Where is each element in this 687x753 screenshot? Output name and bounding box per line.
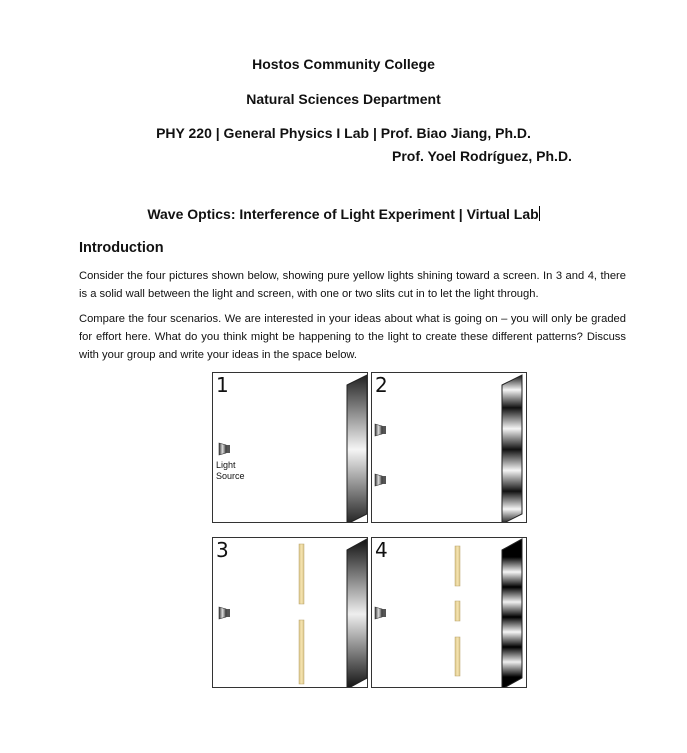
- panel-number: 2: [375, 373, 388, 397]
- second-professor: Prof. Yoel Rodríguez, Ph.D.: [392, 148, 572, 164]
- intro-paragraph-2: Compare the four scenarios. We are interested in your ideas about what is going on – you will only be graded for effort here. What do you think might be happening to the light to create these different patterns? Discuss with your group and write your ideas in the space below.: [79, 313, 626, 361]
- wall-middle: [455, 601, 460, 621]
- light-source-label: Light Source: [216, 460, 245, 481]
- panel-3-drawing: [213, 538, 368, 688]
- panel-number: 4: [375, 538, 388, 562]
- panel-number: 3: [216, 538, 229, 562]
- panel-4-drawing: [372, 538, 527, 688]
- college-name: Hostos Community College: [252, 56, 435, 72]
- wall-upper: [299, 544, 304, 604]
- department-name: Natural Sciences Department: [246, 91, 441, 107]
- wall-bottom: [455, 637, 460, 676]
- wall-top: [455, 546, 460, 586]
- text-cursor: [539, 206, 540, 221]
- introduction-heading: Introduction: [79, 240, 164, 256]
- intro-paragraph-1: Consider the four pictures shown below, showing pure yellow lights shining toward a screen. In 3 and 4, there is a solid wall between the light and screen, with one or two slits cut in to let the light through.: [79, 270, 626, 300]
- screen-single-source: [347, 375, 367, 523]
- figure-panel-1: [212, 372, 368, 523]
- screen-double-slit: [502, 539, 522, 688]
- screen-interference-pattern: [502, 375, 522, 523]
- light-source-icon: [219, 443, 230, 455]
- figure-panel-2: [371, 372, 527, 523]
- light-source-icon: [375, 474, 386, 486]
- light-source-icon: [219, 607, 230, 619]
- light-source-icon: [375, 607, 386, 619]
- course-line: PHY 220 | General Physics I Lab | Prof. Biao Jiang, Ph.D.: [156, 125, 531, 141]
- experiment-title[interactable]: [0, 206, 687, 222]
- screen-single-slit: [347, 539, 367, 688]
- panel-2-drawing: [372, 373, 527, 523]
- wall-lower: [299, 620, 304, 684]
- light-source-icon: [375, 424, 386, 436]
- experiment-title-text: Wave Optics: Interference of Light Experiment | Virtual Lab: [147, 206, 539, 222]
- panel-number: 1: [216, 373, 229, 397]
- figure-panel-3: [212, 537, 368, 688]
- panel-1-drawing: [213, 373, 368, 523]
- figure-panel-4: [371, 537, 527, 688]
